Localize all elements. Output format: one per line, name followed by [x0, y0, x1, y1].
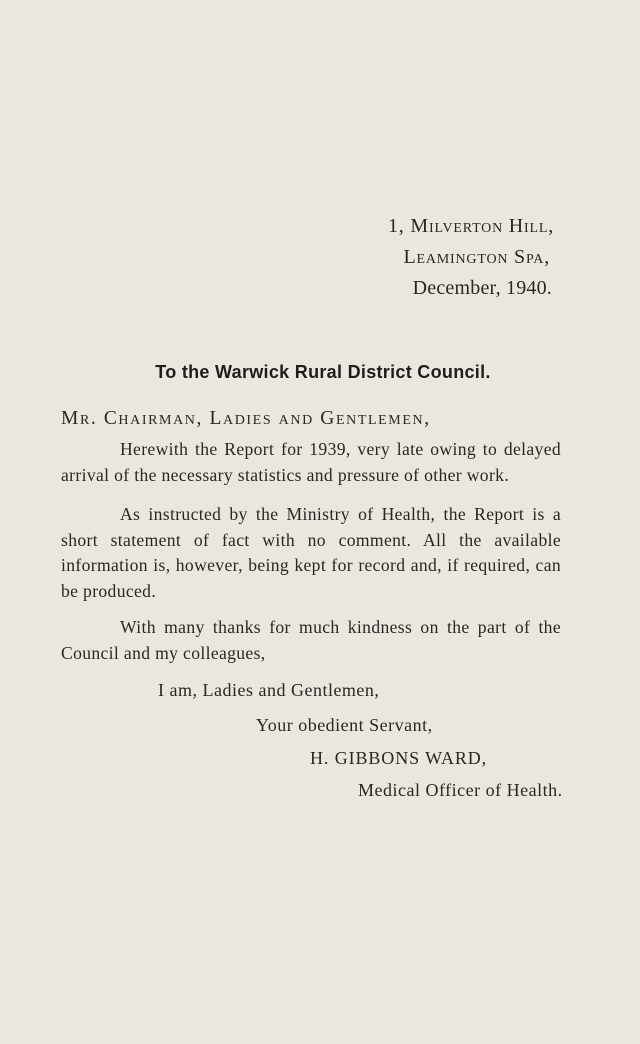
- closing-line: I am, Ladies and Gentlemen,: [158, 680, 380, 700]
- body-paragraph-1: Herewith the Report for 1939, very late owing to delayed arrival of the necessary statistics and pressure of other work.: [61, 439, 561, 485]
- body-paragraph-3: With many thanks for much kindness on the part of the Council and my colleagues,: [61, 617, 561, 663]
- signatory-name: H. GIBBONS WARD,: [310, 748, 488, 768]
- address-line-street: 1, Milverton Hill,: [388, 215, 554, 237]
- signatory-position: Medical Officer of Health.: [358, 780, 563, 800]
- body-paragraph-2: As instructed by the Ministry of Health, the Report is a short statement of fact with no comment. All the available information is, however, being kept for record and, if required, can be produced.: [61, 504, 561, 601]
- letter-date: December, 1940.: [412, 277, 552, 299]
- address-line-town: Leamington Spa,: [403, 246, 550, 268]
- salutation: Mr. Chairman, Ladies and Gentlemen,: [61, 408, 431, 429]
- closing-servant-line: Your obedient Servant,: [256, 715, 433, 735]
- letter-title: To the Warwick Rural District Council.: [155, 362, 491, 382]
